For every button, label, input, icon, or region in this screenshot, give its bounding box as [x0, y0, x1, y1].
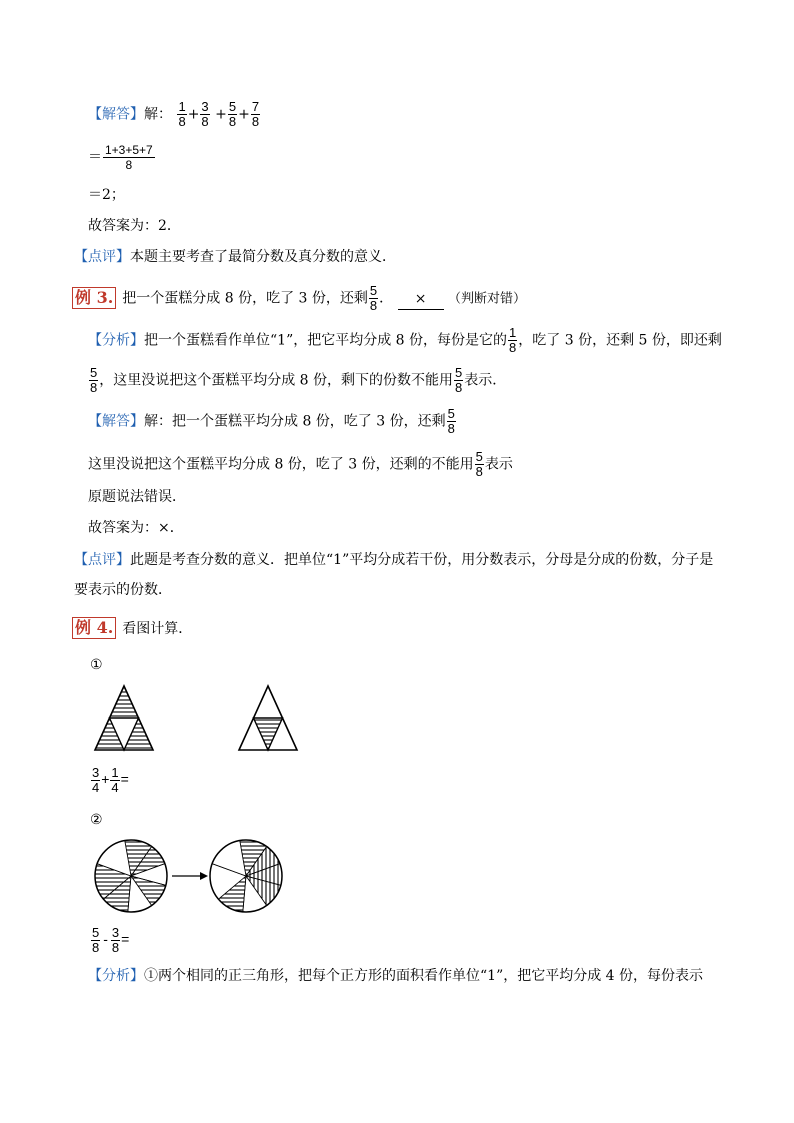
ex3-comment-line1: 【点评】此题是考查分数的意义．把单位“1”平均分成若干份，用分数表示，分母是分成的份数，分子是: [74, 552, 714, 568]
ex3-comment-line2: 要表示的份数．: [74, 582, 172, 598]
comment-tag: 【点评】: [74, 552, 130, 568]
comment-tag: 【点评】: [74, 249, 130, 265]
answer-tag: 【解答】: [88, 106, 144, 123]
part1-expression: $\frac{3}{4}$ + $\frac{1}{4}$ =: [92, 765, 129, 795]
fraction: $\frac{1+3+5+7}{8}$: [105, 143, 153, 172]
fraction: $\frac{5}{8}$: [90, 365, 98, 395]
ex3-answer-line2: 这里没说把这个蛋糕平均分成 8 份，吃了 3 份，还剩的不能用 $\frac{5}{8}$ 表示: [88, 449, 513, 479]
ex3-question: 例 3. 把一个蛋糕分成 8 份，吃了 3 份，还剩 $\frac{5}{8}$ ． × （判断对错）: [72, 284, 526, 313]
analysis-tag: 【分析】: [88, 968, 144, 984]
ex3-answer-line3: 原题说法错误．: [88, 489, 186, 505]
part1-label: ①: [90, 657, 103, 673]
q2-result: ＝2；: [88, 187, 125, 203]
q2-sum-line: ＝ $\frac{1+3+5+7}{8}$: [88, 143, 153, 172]
ex4-question: 例 4. 看图计算．: [72, 617, 192, 639]
ex3-answer-line4: 故答案为：×．: [88, 520, 184, 536]
fraction: $\frac{5}{8}$: [369, 283, 378, 313]
answer-tag: 【解答】: [88, 413, 144, 430]
ex3-analysis-line1: 【分析】把一个蛋糕看作单位“1”，把它平均分成 8 份，每份是它的 $\frac{1}{8}$ ，吃了 3 份，还剩 5 份，即还剩: [88, 325, 722, 355]
example-label: 例 3.: [72, 287, 116, 309]
triangle-right: [239, 686, 297, 750]
circles-figure: [92, 836, 297, 916]
fraction: $\frac{1}{8}$: [178, 99, 186, 129]
fraction: $\frac{5}{8}$: [92, 925, 100, 955]
ex3-answer-line1: 【解答】解：把一个蛋糕平均分成 8 份，吃了 3 份，还剩 $\frac{5}{8}$: [88, 406, 455, 436]
fraction: $\frac{3}{4}$: [92, 765, 100, 795]
answer-intro: 解：: [144, 106, 172, 123]
fraction: $\frac{5}{8}$: [455, 365, 463, 395]
fraction: $\frac{5}{8}$: [447, 406, 455, 436]
triangle-left: [95, 686, 153, 750]
ex4-analysis: 【分析】①两个相同的正三角形，把每个正方形的面积看作单位“1”，把它平均分成 4 份，每份表示: [88, 968, 704, 984]
fraction: $\frac{1}{8}$: [509, 325, 517, 355]
fraction: $\frac{5}{8}$: [228, 99, 237, 129]
q2-final: 故答案为：2．: [88, 218, 181, 234]
q2-answer-line: 【解答】解： $\frac{1}{8}$ + $\frac{3}{8}$ + $\frac{5}{8}$ + $\frac{7}{8}$: [88, 99, 260, 129]
ex3-analysis-line2: $\frac{5}{8}$ ，这里没说把这个蛋糕平均分成 8 份，剩下的份数不能用 $\frac{5}{8}$ 表示．: [90, 365, 507, 395]
arrow: [172, 872, 208, 880]
triangles-figure: [90, 682, 310, 756]
part2-label: ②: [90, 812, 103, 828]
circle-left: [95, 840, 167, 912]
part2-expression: $\frac{5}{8}$ - $\frac{3}{8}$ =: [92, 925, 130, 955]
answer-blank: ×: [398, 289, 444, 310]
circle-right: [210, 840, 282, 912]
fraction: $\frac{3}{8}$: [201, 99, 209, 129]
analysis-tag: 【分析】: [88, 332, 144, 349]
example-label: 例 4.: [72, 617, 116, 639]
fraction: $\frac{3}{8}$: [111, 925, 120, 955]
fraction: $\frac{1}{4}$: [111, 765, 119, 795]
fraction: $\frac{5}{8}$: [475, 449, 483, 479]
q2-comment: 【点评】本题主要考查了最简分数及真分数的意义．: [74, 249, 396, 265]
fraction: $\frac{7}{8}$: [251, 99, 260, 129]
